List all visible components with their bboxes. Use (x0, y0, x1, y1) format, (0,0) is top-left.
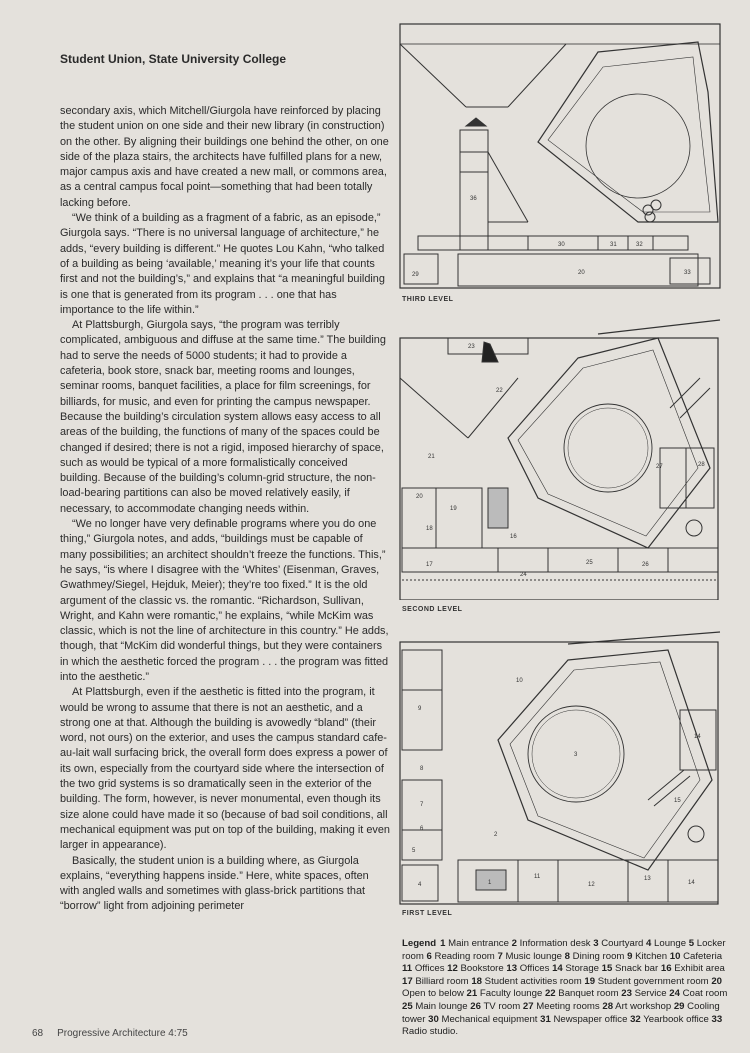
legend-number: 5 (688, 938, 695, 949)
room-label: 30 (558, 242, 565, 248)
room-label: 9 (418, 706, 422, 712)
legend-number: 22 (544, 988, 556, 1000)
legend-label: Music lounge (502, 950, 565, 962)
legend-number: 15 (601, 963, 613, 975)
legend-number: 17 (402, 975, 413, 987)
legend-items (402, 938, 727, 1037)
legend-number: 31 (540, 1013, 551, 1025)
legend-number: 11 (402, 963, 413, 975)
legend-number: 2 (511, 938, 517, 949)
legend-label: Storage (562, 963, 602, 975)
legend-number: 16 (660, 963, 672, 975)
legend-label: Open to below (402, 988, 467, 1000)
legend-label: Information desk (516, 938, 594, 949)
legend-label: Newspaper office (550, 1013, 631, 1025)
legend-number: 33 (711, 1013, 723, 1025)
publication-name: Progressive Architecture 4:75 (57, 1028, 188, 1039)
room-label: 32 (636, 242, 643, 248)
room-label: 25 (586, 560, 593, 566)
room-label: 22 (496, 388, 503, 394)
room-label: 14 (694, 734, 701, 740)
legend-label: TV room (480, 1000, 523, 1012)
room-label: 1 (488, 880, 492, 886)
second-level-plan (398, 318, 722, 600)
article-paragraph: At Plattsburgh, even if the aesthetic is fitted into the program, it would be wrong to assume that there is not an aesthetic, and a strong one at that. Although the building is avowedly “bland” (their word, not ours) on the exterior, and uses the campus standard cafe-au-lait wall surfacing brick, the overall form does express a power of its own, especially from the courtyard side where the intersection of the two grid systems is so dramatically seen in the exterior of the building. The form, however, is never monumental, even though its size alone could have made it so (because of bad soil conditions, all mechanical equipment was put on top of the building, making it even larger in appearance). (60, 686, 390, 852)
second-level-label: SECOND LEVEL (402, 606, 463, 613)
legend-label: Courtyard (598, 938, 647, 949)
legend-label: Snack bar (612, 963, 661, 975)
room-label: 4 (418, 882, 422, 888)
article-paragraph: Basically, the student union is a building where, as Giurgola explains, “everything happens inside.” Here, white spaces, often with angled walls and sometimes with glass-brick partitions that “borrow” light from adjoining perimeter (60, 854, 369, 913)
room-label: 20 (578, 270, 585, 276)
room-label: 15 (674, 798, 681, 804)
legend-label: Lounge (651, 938, 689, 949)
legend-label: Dining room (570, 950, 628, 962)
legend-number: 7 (497, 950, 503, 962)
legend-number: 18 (471, 975, 482, 987)
room-label: 16 (510, 534, 517, 540)
legend-label: Coat room (679, 988, 728, 1000)
third-level-label: THIRD LEVEL (402, 296, 454, 303)
room-label: 33 (684, 270, 691, 276)
room-label: 6 (420, 826, 424, 832)
page-footer (32, 1028, 188, 1039)
legend-number: 8 (564, 950, 571, 962)
room-label: 28 (698, 462, 705, 468)
room-label: 27 (656, 464, 663, 470)
legend-label: Cafeteria (680, 950, 723, 962)
legend-number: 29 (673, 1000, 685, 1012)
room-label: 11 (534, 874, 541, 880)
legend-number: 27 (522, 1000, 534, 1012)
room-label: 3 (574, 752, 578, 758)
legend-number: 28 (602, 1000, 614, 1012)
room-label: 31 (610, 242, 617, 248)
legend-label: Yearbook office (640, 1013, 712, 1025)
first-level-label: FIRST LEVEL (402, 910, 453, 917)
room-label: 29 (412, 272, 419, 278)
legend-label: Offices (412, 963, 448, 975)
legend-number: 24 (669, 988, 680, 1000)
legend-number: 6 (426, 950, 432, 962)
room-label: 7 (420, 802, 424, 808)
legend-number: 21 (466, 988, 478, 1000)
legend-label: Radio studio. (402, 1026, 458, 1038)
room-label: 2 (494, 832, 498, 838)
room-label: 36 (470, 196, 477, 202)
third-level-plan (398, 22, 722, 290)
legend-number: 30 (428, 1013, 439, 1025)
legend-label: Bookstore (457, 963, 507, 975)
room-label: 20 (416, 494, 423, 500)
first-level-plan (398, 630, 722, 906)
room-label: 5 (412, 848, 416, 854)
legend-label: Main lounge (412, 1000, 471, 1012)
legend-label: Cooling tower (402, 1000, 720, 1025)
room-label: 24 (520, 572, 527, 578)
legend-number: 12 (447, 963, 458, 975)
legend-label: Locker room (402, 938, 726, 962)
legend-number: 10 (669, 950, 681, 962)
article-title: Student Union, State University College (60, 52, 287, 66)
room-label: 8 (420, 766, 424, 772)
legend-number: 19 (584, 975, 596, 987)
legend-label: Student government room (595, 975, 712, 987)
legend-title: Legend (402, 938, 437, 949)
article-paragraph: secondary axis, which Mitchell/Giurgola have reinforced by placing the student union on one side and their new library (in construction) on the other. By aligning their buildings one behind the other, on one side of the plaza stairs, the architects have fulfilled plans for a new, major campus axis and have created a new mall, or commons area, as a central campus focal point—something that had been totally lacking before. (60, 105, 389, 209)
legend-label: Meeting rooms (533, 1000, 603, 1012)
legend-number: 3 (593, 938, 599, 949)
article-paragraph: “We think of a building as a fragment of a fabric, as an episode,” Giurgola says. “There is no universal language of architecture,” he adds, “every building is different.” He quotes Lou Kahn, “who talked of a building as being ‘available,’ meaning it’s your life that counts first and not the building’s,” and explains that “a meaningful building is one that is generated from its program . . . one that has importance to the life within.” (60, 212, 385, 316)
plan-legend (402, 938, 732, 1039)
room-label: 17 (426, 562, 433, 568)
legend-number: 1 (440, 938, 446, 949)
legend-number: 9 (627, 950, 633, 962)
legend-number: 32 (630, 1013, 641, 1025)
legend-label: Main entrance (445, 938, 512, 949)
room-label: 13 (644, 876, 651, 882)
legend-number: 14 (552, 963, 563, 975)
article-body (60, 104, 390, 915)
room-label: 10 (516, 678, 523, 684)
room-label: 19 (450, 506, 457, 512)
article-paragraph: “We no longer have very definable programs where you do one thing,” Giurgola notes, and adds, “buildings must be capable of many possibilities; an architect shouldn’t freeze the functions. This,” he says, “is where I disagree with the ‘Whites’ (Eisenman, Graves, Gwathmey/Siegel, Hejduk, Meier); they’re too fixed.” It is the old argument of the classic vs. the romantic. “Richardson, Sullivan, Wright, and Kahn were romantic,” he explains, “while McKim was classic, which is not the line of architecture in this country.” He adds, though, that “McKim did wonderful things, but they were containers in which the aesthetic forced the program . . . the program was fitted into the aesthetic.” (60, 518, 389, 683)
room-label: 14 (688, 880, 695, 886)
legend-number: 25 (402, 1000, 413, 1012)
legend-number: 26 (470, 1000, 481, 1012)
legend-label: Exhibit area (671, 963, 725, 975)
legend-label: Mechanical equipment (438, 1013, 541, 1025)
legend-label: Billiard room (412, 975, 472, 987)
page-number: 68 (32, 1028, 44, 1039)
room-label: 18 (426, 526, 433, 532)
legend-label: Art workshop (613, 1000, 674, 1012)
legend-number: 23 (621, 988, 632, 1000)
legend-label: Student activities room (482, 975, 585, 987)
legend-label: Reading room (431, 950, 498, 962)
legend-number: 20 (711, 975, 722, 987)
room-label: 21 (428, 454, 435, 460)
article-paragraph: At Plattsburgh, Giurgola says, “the program was terribly complicated, ambiguous and diffuse at the same time.” The building had to serve the needs of 5000 students; it had to provide a cafeteria, book store, snack bar, meeting rooms and lounges, seminar rooms, banquet facilities, a place for film screenings, for billiards, for music, and even for printing the campus newspaper. Because the building’s circulation system allows easy access to all areas of the building, the functions of many of the spaces could be changed if desired; there is not a rigid, imposed hierarchy of space, such as would be typical of a more formalistically conceived building. Because of the building’s column-grid structure, the non-load-bearing partitions can also be moved relatively easily, if necessary, to accommodate changing needs within. (60, 319, 386, 515)
legend-number: 13 (506, 963, 518, 975)
legend-label: Banquet room (555, 988, 622, 1000)
room-label: 12 (588, 882, 595, 888)
legend-label: Faculty lounge (477, 988, 545, 1000)
legend-label: Kitchen (632, 950, 670, 962)
legend-label: Service (631, 988, 670, 1000)
room-label: 23 (468, 344, 475, 350)
legend-number: 4 (646, 938, 652, 949)
room-label: 26 (642, 562, 649, 568)
legend-label: Offices (517, 963, 553, 975)
